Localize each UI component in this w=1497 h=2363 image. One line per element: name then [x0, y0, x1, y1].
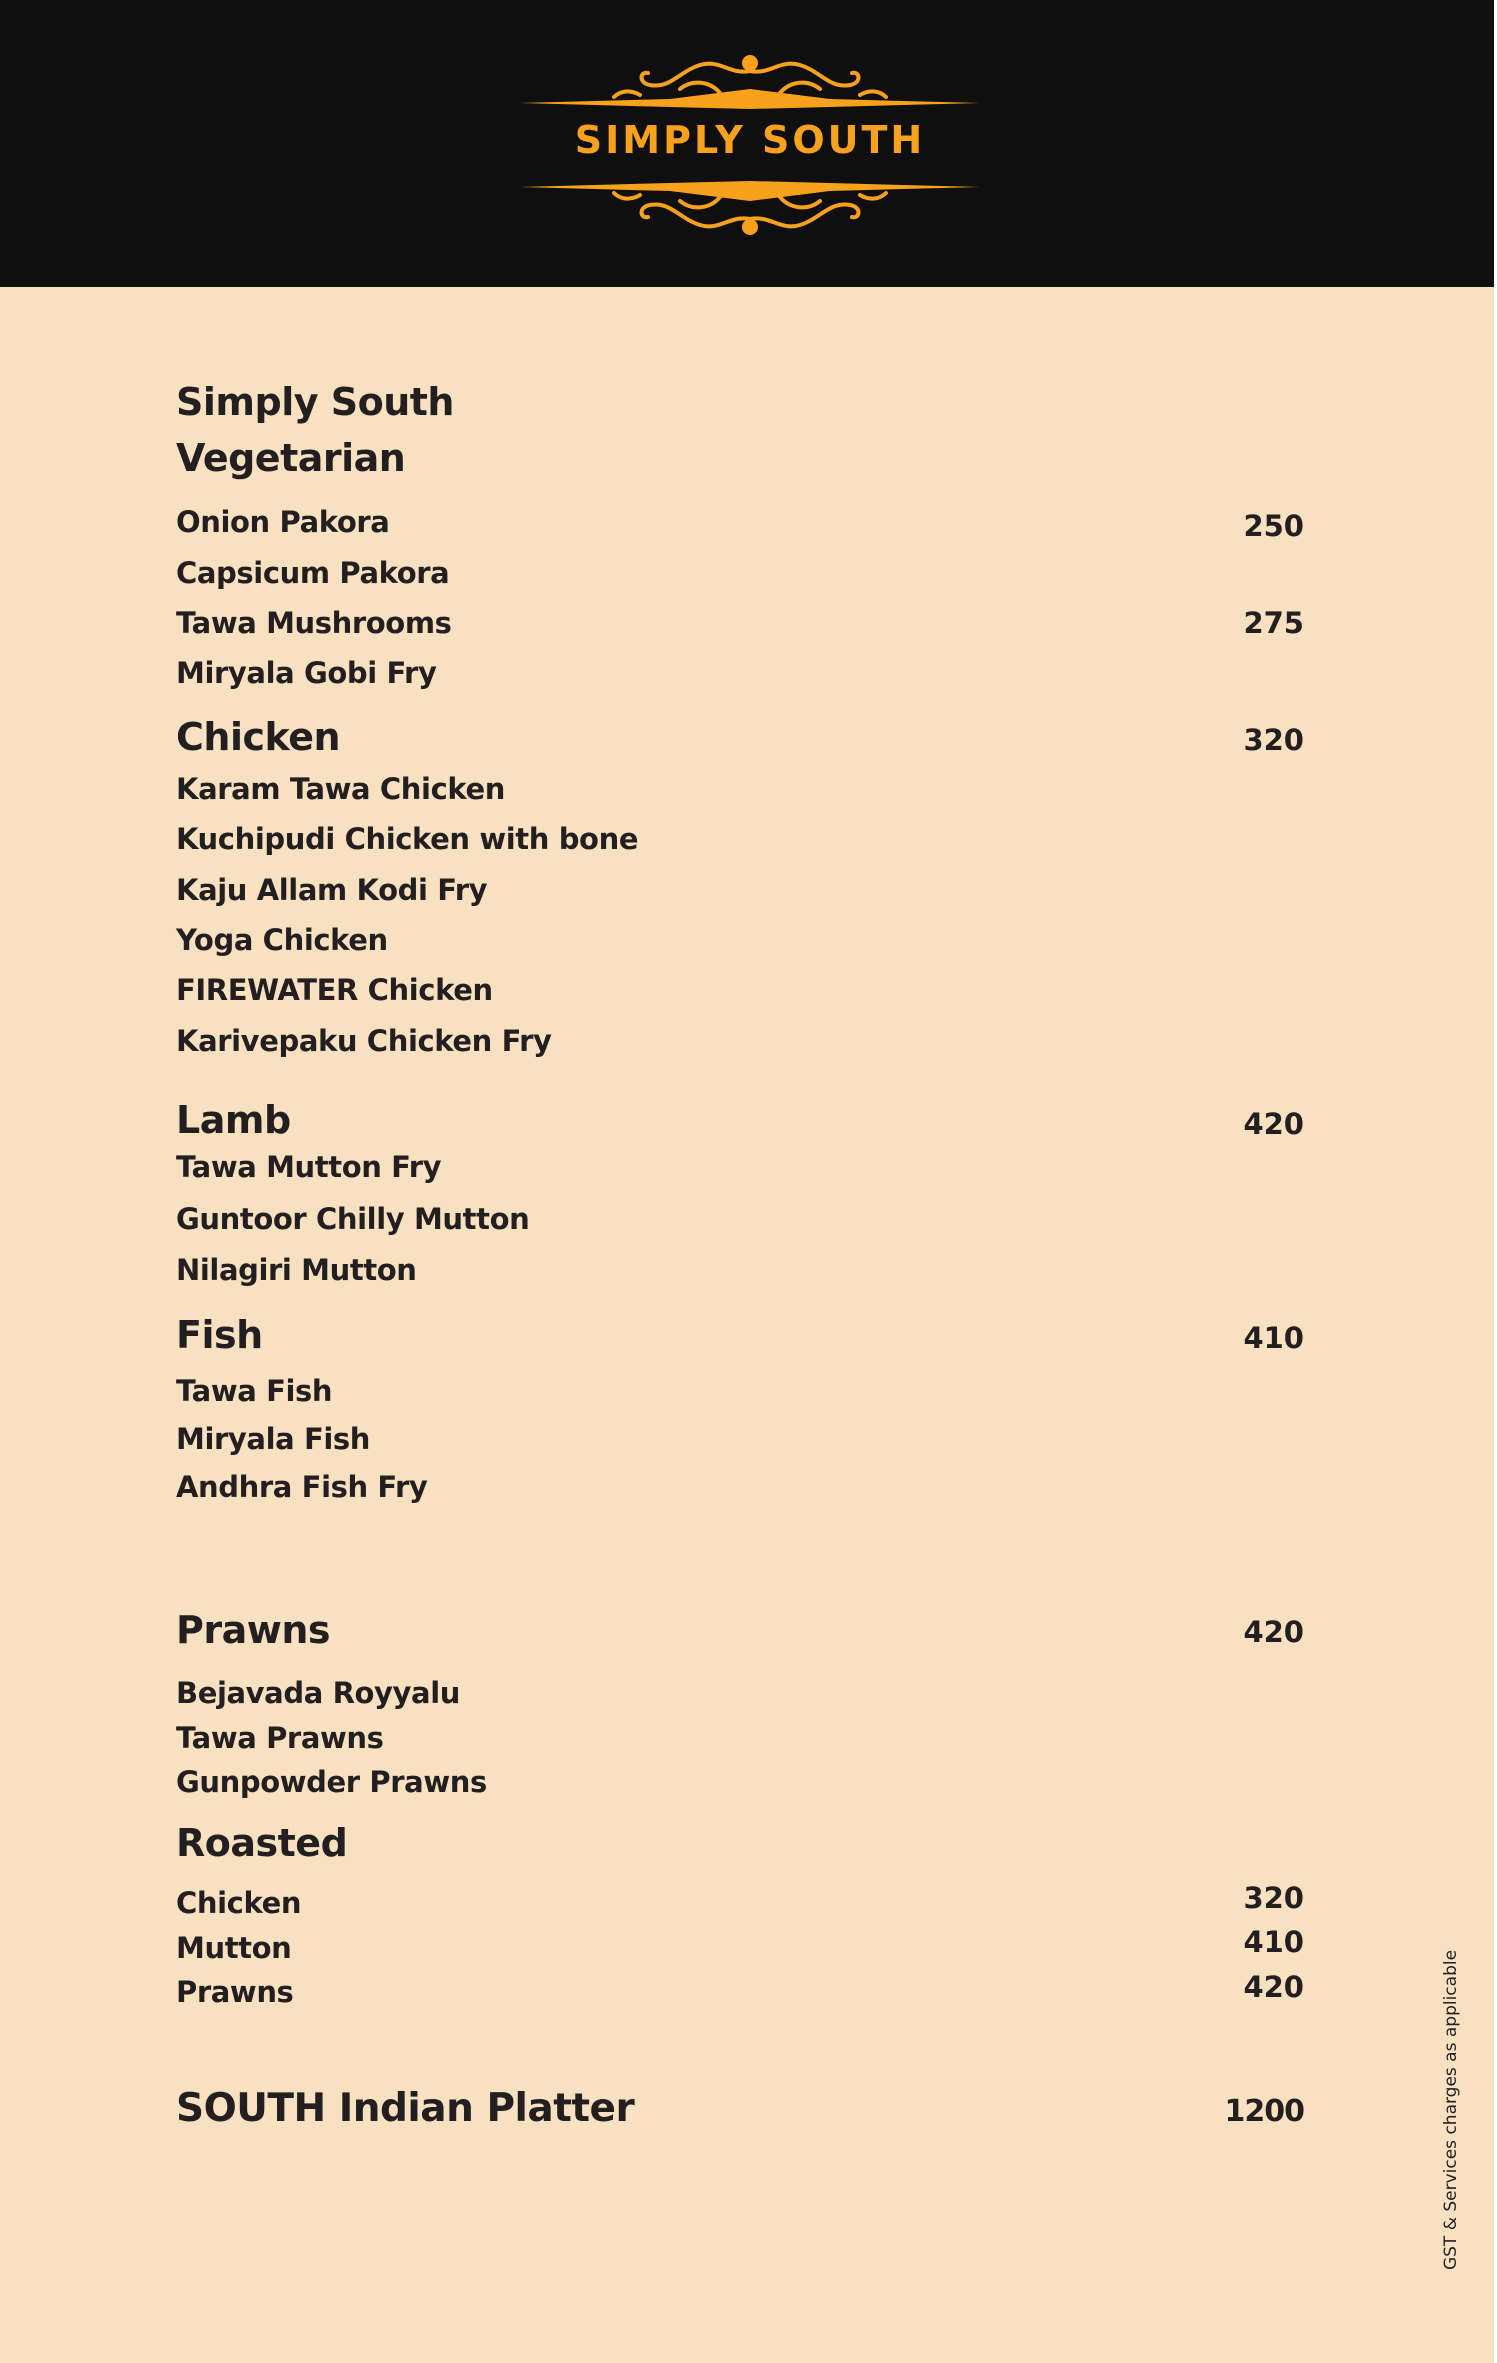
- menu-item: Tawa Prawns: [176, 1721, 384, 1755]
- section-title-vegetarian-line2: Vegetarian: [176, 436, 406, 480]
- menu-item: FIREWATER Chicken: [176, 973, 493, 1007]
- menu-item: Mutton: [176, 1931, 292, 1965]
- menu-item: Bejavada Royyalu: [176, 1676, 460, 1710]
- header-banner: [0, 0, 1494, 287]
- menu-item: Capsicum Pakora: [176, 556, 450, 590]
- menu-item: Guntoor Chilly Mutton: [176, 1202, 530, 1236]
- menu-item: Tawa Fish: [176, 1374, 333, 1408]
- item-price: 410: [1243, 1925, 1304, 1959]
- menu-item: Onion Pakora: [176, 505, 390, 539]
- menu-item: Gunpowder Prawns: [176, 1765, 487, 1799]
- item-price: 250: [1243, 509, 1304, 543]
- menu-item: Prawns: [176, 1975, 294, 2009]
- menu-item: Tawa Mutton Fry: [176, 1150, 442, 1184]
- section-title-roasted: Roasted: [176, 1821, 348, 1865]
- menu-item: Miryala Fish: [176, 1422, 371, 1456]
- menu-item: Kaju Allam Kodi Fry: [176, 873, 488, 907]
- brand-logo: [520, 45, 980, 245]
- section-title-vegetarian-line1: Simply South: [176, 380, 454, 424]
- item-price: 420: [1243, 1970, 1304, 2004]
- item-price: 275: [1243, 606, 1304, 640]
- section-title-chicken: Chicken: [176, 715, 341, 759]
- menu-item: Miryala Gobi Fry: [176, 656, 437, 690]
- section-price-fish: 410: [1243, 1321, 1304, 1355]
- tax-note: GST & Services charges as applicable: [1441, 1949, 1461, 2271]
- platter-name: SOUTH Indian Platter: [176, 2086, 635, 2131]
- menu-item: Chicken: [176, 1886, 302, 1920]
- section-title-lamb: Lamb: [176, 1098, 291, 1142]
- section-title-prawns: Prawns: [176, 1608, 331, 1652]
- menu-item: Yoga Chicken: [176, 923, 388, 957]
- menu-item: Andhra Fish Fry: [176, 1470, 428, 1504]
- menu-item: Kuchipudi Chicken with bone: [176, 822, 639, 856]
- menu-item: Tawa Mushrooms: [176, 606, 452, 640]
- item-price: 320: [1243, 1881, 1304, 1915]
- section-price-prawns: 420: [1243, 1615, 1304, 1649]
- section-price-chicken: 320: [1243, 723, 1304, 757]
- brand-name: SIMPLY SOUTH: [574, 118, 926, 162]
- section-price-lamb: 420: [1243, 1107, 1304, 1141]
- menu-item: Karam Tawa Chicken: [176, 772, 505, 806]
- platter-price: 1200: [1224, 2094, 1304, 2129]
- section-title-fish: Fish: [176, 1313, 263, 1357]
- menu-item: Karivepaku Chicken Fry: [176, 1024, 552, 1058]
- menu-item: Nilagiri Mutton: [176, 1253, 417, 1287]
